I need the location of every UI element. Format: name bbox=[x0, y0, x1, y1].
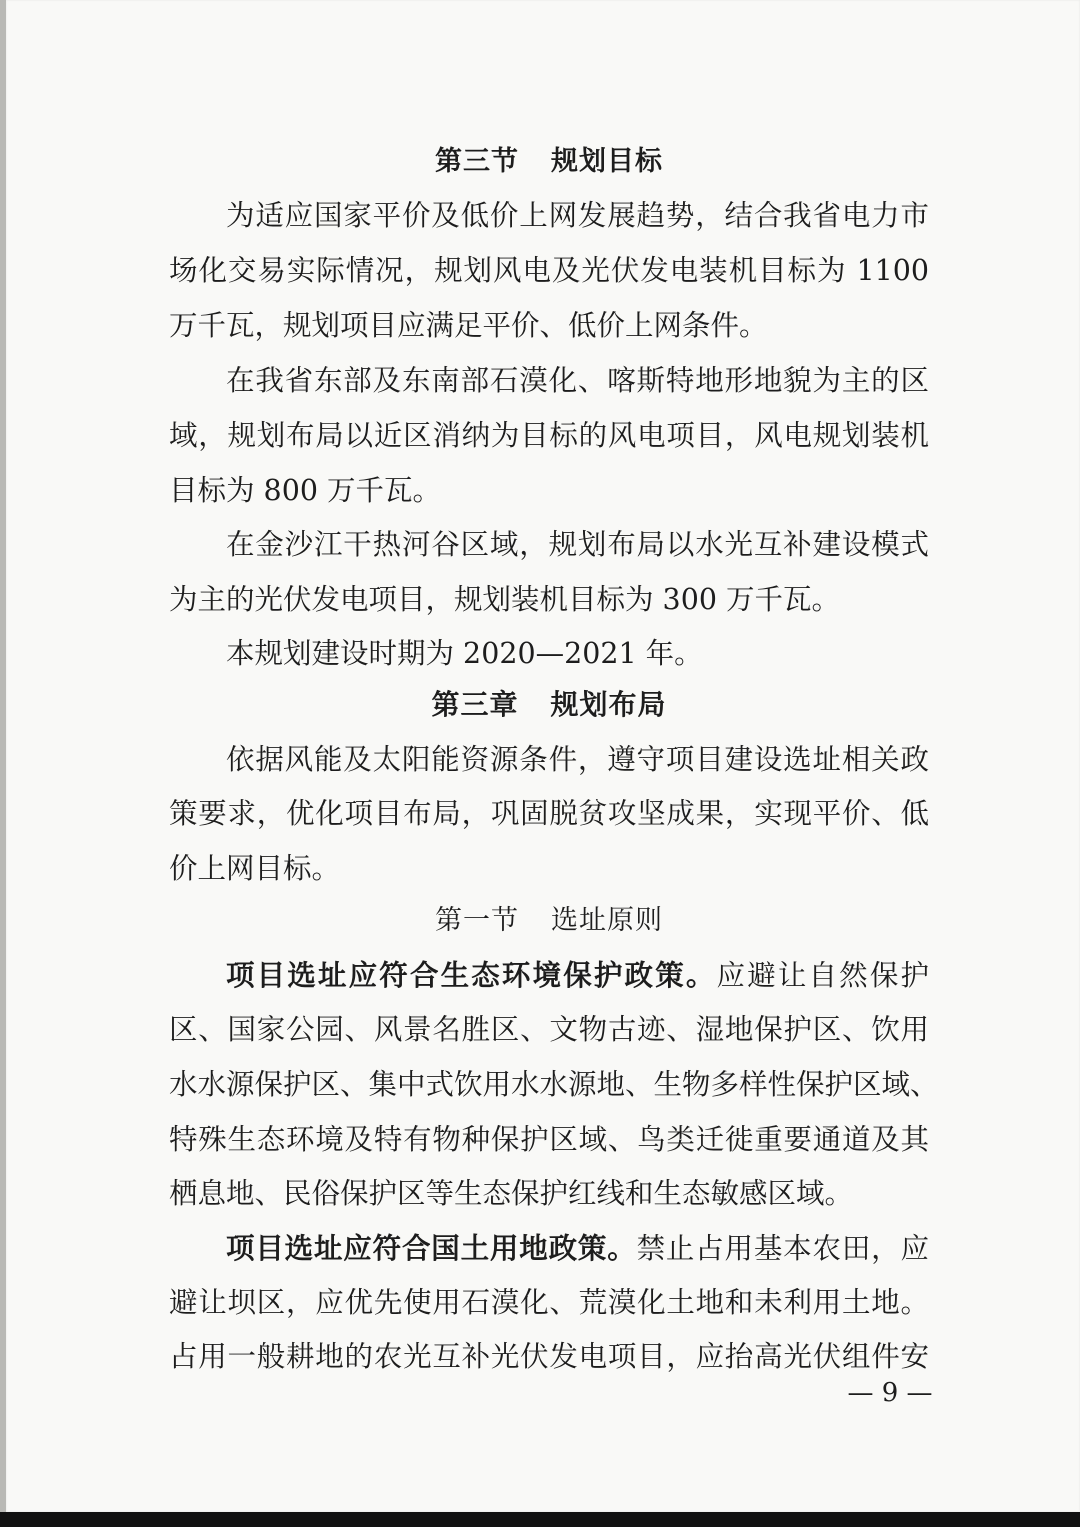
scan-edge-bottom bbox=[0, 1512, 1080, 1527]
paragraph-line: 本规划建设时期为 2020—2021 年。 bbox=[226, 637, 703, 670]
chapter-title: 规划布局 bbox=[550, 688, 667, 721]
paragraph-line: 场化交易实际情况，规划风电及光伏发电装机目标为 1100 bbox=[169, 254, 929, 287]
paragraph-line: 水水源保护区、集中式饮用水水源地、生物多样性保护区域、 bbox=[169, 1068, 939, 1101]
section-title: 规划目标 bbox=[551, 146, 663, 177]
section-number: 第三节 bbox=[435, 146, 519, 177]
paragraph-line: 策要求，优化项目布局，巩固脱贫攻坚成果，实现平价、低 bbox=[169, 797, 929, 830]
paragraph-line: 万千瓦，规划项目应满足平价、低价上网条件。 bbox=[169, 309, 768, 342]
section-heading-goal bbox=[169, 135, 929, 189]
section-number: 第一节 bbox=[435, 905, 519, 936]
paragraph-line bbox=[169, 1221, 929, 1275]
paragraph-line: 占用一般耕地的农光互补光伏发电项目，应抬高光伏组件安 bbox=[169, 1340, 929, 1373]
section-title: 选址原则 bbox=[551, 905, 663, 936]
paragraph-line: 为主的光伏发电项目，规划装机目标为 300 万千瓦。 bbox=[169, 583, 841, 616]
paragraph-line: 目标为 800 万千瓦。 bbox=[169, 474, 442, 507]
paragraph-line: 依据风能及太阳能资源条件，遵守项目建设选址相关政 bbox=[226, 743, 929, 776]
paragraph-line: 特殊生态环境及特有物种保护区域、鸟类迁徙重要通道及其 bbox=[169, 1123, 929, 1156]
paragraph-line: 栖息地、民俗保护区等生态保护红线和生态敏感区域。 bbox=[169, 1177, 854, 1210]
document-page bbox=[6, 0, 1080, 1512]
paragraph-line: 区、国家公园、风景名胜区、文物古迹、湿地保护区、饮用 bbox=[169, 1013, 929, 1046]
page-number: — 9 — bbox=[847, 1378, 933, 1408]
paragraph-text: 应避让自然保护 bbox=[716, 959, 929, 992]
paragraph-line: 在金沙江干热河谷区域，规划布局以水光互补建设模式 bbox=[226, 528, 929, 561]
paragraph-text: 禁止占用基本农田，应 bbox=[636, 1232, 929, 1265]
paragraph-line: 域，规划布局以近区消纳为目标的风电项目，风电规划装机 bbox=[169, 419, 929, 452]
bold-lead-text: 项目选址应符合生态环境保护政策。 bbox=[226, 958, 717, 992]
chapter-number: 第三章 bbox=[431, 688, 519, 721]
paragraph-line: 避让坝区，应优先使用石漠化、荒漠化土地和未利用土地。 bbox=[169, 1286, 929, 1319]
bold-lead-text: 项目选址应符合国土用地政策。 bbox=[226, 1231, 637, 1265]
paragraph-line: 在我省东部及东南部石漠化、喀斯特地形地貌为主的区 bbox=[226, 364, 929, 397]
chapter-heading bbox=[169, 678, 929, 732]
section-heading-site bbox=[169, 894, 929, 948]
paragraph-line: 为适应国家平价及低价上网发展趋势，结合我省电力市 bbox=[226, 199, 929, 232]
paragraph-line: 价上网目标。 bbox=[169, 852, 341, 885]
paragraph-line bbox=[169, 948, 929, 1002]
